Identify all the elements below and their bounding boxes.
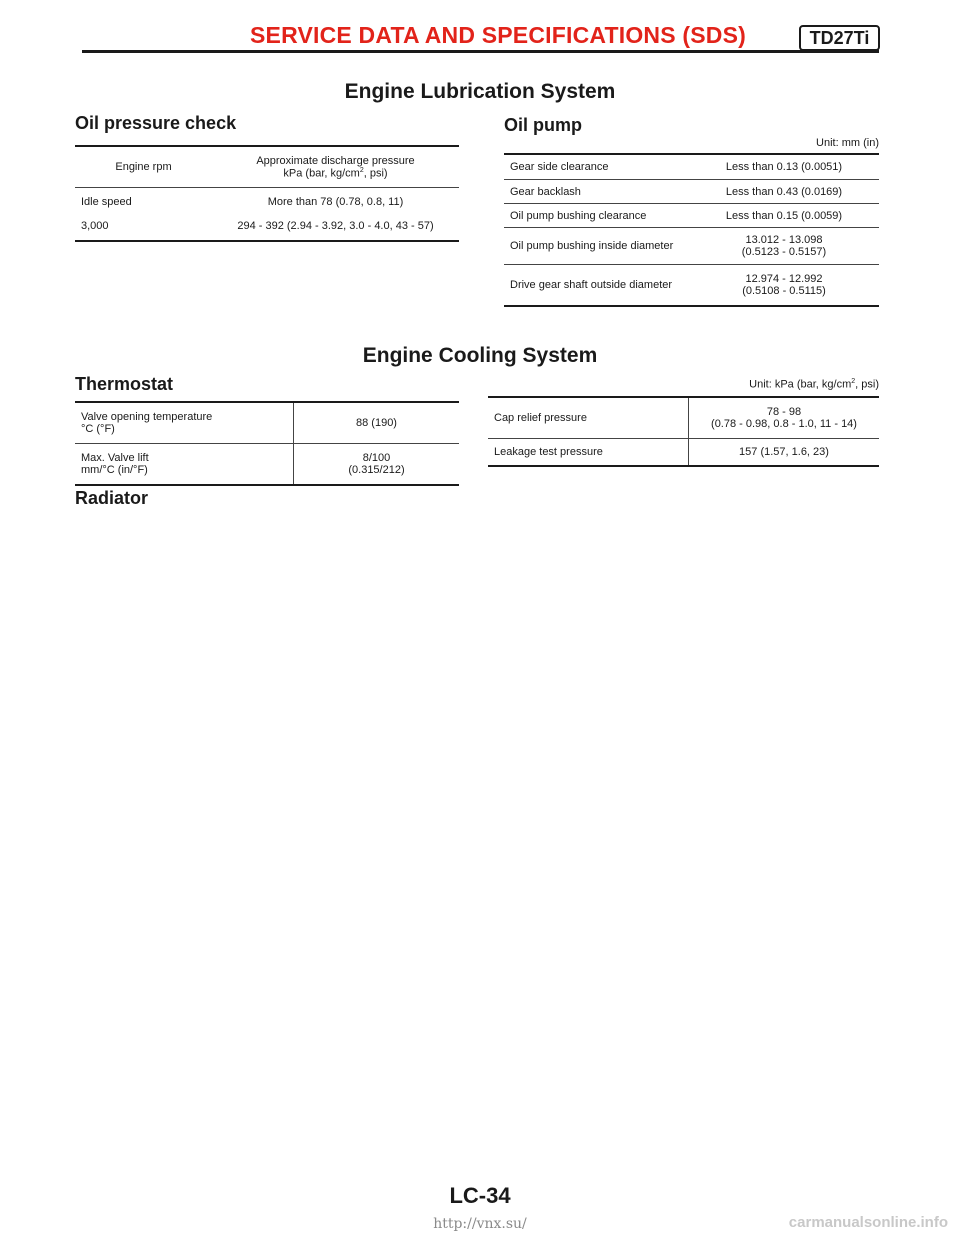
oil-pump-table: [504, 153, 879, 307]
item-cell: Leakage test pressure: [494, 446, 603, 458]
pressure-cell: 294 - 392 (2.94 - 3.92, 3.0 - 4.0, 43 - 57): [237, 220, 434, 232]
subsection-title-oil-pump: Oil pump: [504, 115, 582, 135]
subsection-title-oil-pressure: Oil pressure check: [75, 113, 237, 133]
header-discharge-pressure: [212, 147, 459, 187]
table-row: [488, 398, 879, 438]
value-cell: Less than 0.13 (0.0051): [725, 161, 843, 173]
section-title-cooling: Engine Cooling System: [362, 344, 598, 367]
item-cell: Gear backlash: [510, 185, 581, 198]
model-badge: TD27Ti: [799, 25, 880, 51]
subsection-title-thermostat: Thermostat: [75, 374, 174, 394]
header-pressure-line1: Approximate discharge pressure: [256, 154, 415, 167]
table-row: [504, 227, 879, 264]
item-cell: Oil pump bushing clearance: [510, 209, 647, 222]
page-number: LC-34: [449, 1183, 511, 1208]
table-row: [504, 179, 879, 203]
item-cell: Max. Valve lift mm/°C (in/°F): [81, 452, 149, 476]
header-divider: [82, 50, 879, 53]
item-cell: Drive gear shaft outside diameter: [510, 279, 673, 291]
item-cell: Valve opening temperature °C (°F): [81, 411, 213, 435]
item-cell: Gear side clearance: [510, 161, 609, 173]
value-cell: 13.012 - 13.098 (0.5123 - 0.5157): [741, 234, 827, 258]
value-cell: Less than 0.15 (0.0059): [725, 209, 843, 222]
header-pressure-line2: kPa (bar, $kg/cm^2$, psi): [283, 166, 388, 180]
table-row: [75, 443, 459, 484]
table-row: [504, 264, 879, 305]
header-engine-rpm: Engine rpm: [115, 161, 172, 173]
value-cell: 88 (190): [293, 403, 459, 443]
radiator-unit: Unit: kPa (bar, $kg/cm^2$, psi): [749, 378, 879, 391]
section-title-lubrication: Engine Lubrication System: [344, 80, 616, 103]
rpm-cell: Idle speed: [81, 196, 132, 208]
table-row: [75, 187, 459, 214]
watermark: carmanualsonline.info: [788, 1214, 948, 1231]
header-title: SERVICE DATA AND SPECIFICATIONS (SDS): [250, 22, 746, 48]
item-cell: Oil pump bushing inside diameter: [510, 240, 674, 252]
value-cell: 78 - 98 (0.78 - 0.98, 0.8 - 1.0, 11 - 14): [688, 398, 879, 438]
subsection-title-radiator: Radiator: [75, 488, 149, 508]
table-row: [488, 438, 879, 465]
thermostat-table: [75, 401, 459, 486]
radiator-table: [488, 396, 879, 467]
pressure-cell: More than 78 (0.78, 0.8, 11): [267, 196, 404, 208]
table-row: [75, 214, 459, 240]
rpm-cell: 3,000: [81, 220, 109, 232]
footer-link[interactable]: http://vnx.su/: [433, 1216, 527, 1232]
item-cell: Cap relief pressure: [494, 412, 587, 424]
oil-pressure-table: [75, 145, 459, 242]
value-cell: 157 (1.57, 1.6, 23): [688, 439, 879, 465]
value-cell: 8/100 (0.315/212): [293, 444, 459, 484]
table-row: [504, 203, 879, 227]
table-row: [75, 403, 459, 443]
oil-pump-unit: Unit: mm (in): [816, 137, 879, 149]
table-header-row: [75, 147, 459, 187]
value-cell: Less than 0.43 (0.0169): [725, 185, 843, 198]
value-cell: 12.974 - 12.992 (0.5108 - 0.5115): [742, 273, 826, 297]
table-row: [504, 155, 879, 179]
